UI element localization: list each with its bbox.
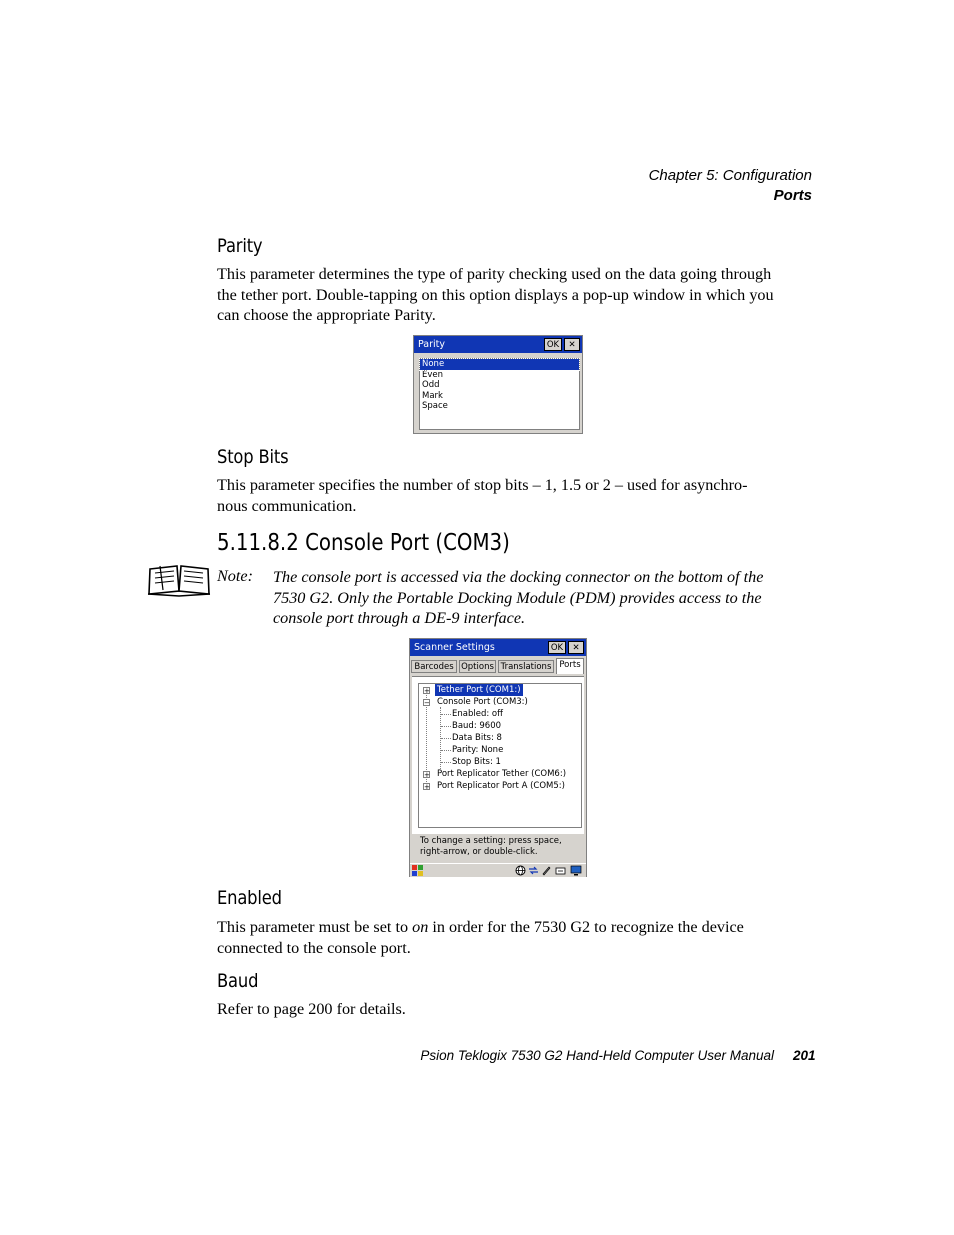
footer-title: Psion Teklogix 7530 G2 Hand-Held Computer User Manual (420, 1048, 774, 1063)
connection-arrows-icon[interactable] (528, 865, 539, 876)
baud-body: Refer to page 200 for details. (217, 1000, 406, 1018)
tab-translations[interactable]: Translations (498, 660, 554, 673)
page-number: 201 (793, 1048, 816, 1063)
expand-icon[interactable]: + (424, 687, 430, 695)
tab-strip (410, 658, 586, 676)
parity-option[interactable]: Even (422, 369, 444, 380)
tree-item-port-replicator-port-a[interactable]: Port Replicator Port A (COM5:) (437, 781, 565, 791)
tree-item-parity[interactable]: Parity: None (452, 745, 504, 755)
parity-option[interactable]: Mark (422, 390, 443, 401)
tab-options[interactable]: Options (459, 660, 496, 673)
desktop-icon[interactable] (570, 865, 582, 876)
tab-barcodes[interactable]: Barcodes (411, 660, 457, 673)
note-book-icon (147, 563, 211, 599)
close-icon[interactable]: ✕ (564, 338, 580, 351)
tree-item-baud[interactable]: Baud: 9600 (452, 721, 502, 731)
scanner-settings-title: Scanner Settings (414, 642, 495, 653)
parity-listbox[interactable] (419, 358, 580, 430)
scanner-settings-window (409, 638, 587, 877)
enabled-heading: Enabled (217, 887, 282, 909)
start-windows-icon[interactable] (412, 865, 424, 876)
ok-button[interactable]: OK (548, 641, 566, 654)
tree-item-console-port[interactable]: Console Port (COM3:) (437, 697, 528, 707)
network-globe-icon[interactable] (515, 865, 526, 876)
scanner-settings-titlebar (410, 639, 586, 656)
parity-window (413, 335, 583, 434)
ports-tree[interactable] (418, 683, 582, 828)
parity-window-titlebar (414, 336, 582, 353)
collapse-icon[interactable]: − (424, 699, 430, 707)
ok-button[interactable]: OK (544, 338, 562, 351)
enabled-body-post: in order for the 7530 G2 to recognize the device connected to the console port. (217, 918, 744, 957)
enabled-body (217, 917, 777, 958)
hint-text: To change a setting: press space, right-arrow, or double-click. (420, 836, 562, 857)
parity-body: This parameter determines the type of parity checking used on the data going through the tether port. Double-tapping on this option displays a pop-up window in which you can choose the appropriate Parity. (217, 265, 774, 324)
keyboard-icon[interactable] (555, 865, 566, 876)
parity-option[interactable]: Space (422, 401, 448, 411)
chapter-header: Chapter 5: Configuration (648, 167, 812, 184)
stop-bits-heading: Stop Bits (217, 446, 289, 468)
parity-option[interactable]: Odd (422, 380, 440, 390)
taskbar (410, 863, 586, 877)
expand-icon[interactable]: + (424, 771, 430, 779)
parity-option[interactable]: None (420, 359, 579, 370)
tree-item-port-replicator-tether[interactable]: Port Replicator Tether (COM6:) (437, 769, 567, 779)
tree-item-stop-bits[interactable]: Stop Bits: 1 (452, 757, 501, 767)
close-icon[interactable]: ✕ (568, 641, 584, 654)
enabled-body-pre: This parameter must be set to (217, 918, 413, 936)
stop-bits-body: This parameter specifies the number of stop bits – 1, 1.5 or 2 – used for asynchro-nous communication. (217, 476, 748, 515)
ports-page (412, 676, 584, 834)
tree-item-data-bits[interactable]: Data Bits: 8 (452, 733, 502, 743)
note-text: The console port is accessed via the docking connector on the bottom of the 7530 G2. Only the Portable Docking Module (PDM) provides access to the console port through a DE-9 interface. (273, 568, 764, 627)
parity-heading: Parity (217, 235, 263, 257)
console-port-heading: 5.11.8.2 Console Port (COM3) (217, 530, 510, 556)
note-label: Note: (217, 567, 253, 585)
baud-heading: Baud (217, 970, 259, 992)
tab-ports[interactable]: Ports (556, 658, 584, 674)
enabled-body-emphasis: on (412, 918, 429, 936)
pen-icon[interactable] (541, 865, 552, 876)
tree-item-tether-port[interactable]: Tether Port (COM1:) (437, 685, 521, 695)
section-header: Ports (773, 187, 812, 204)
expand-icon[interactable]: + (424, 783, 430, 791)
tree-item-enabled[interactable]: Enabled: off (452, 709, 503, 719)
parity-window-title: Parity (418, 339, 446, 350)
